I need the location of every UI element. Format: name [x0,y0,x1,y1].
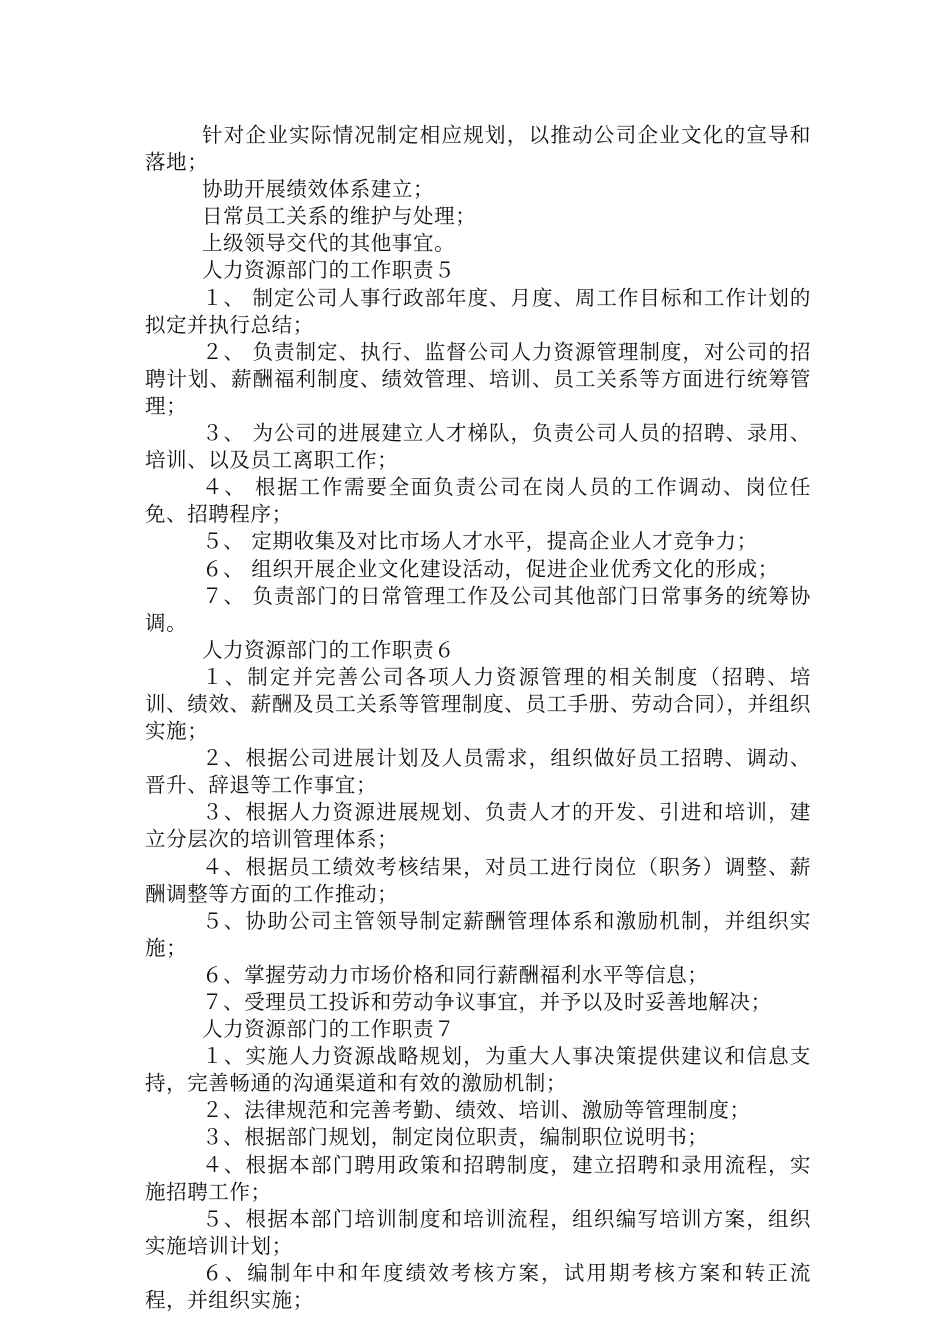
paragraph: ３、 为公司的进展建立人才梯队，负责公司人员的招聘、录用、培训、以及员工离职工作； [145,421,811,473]
paragraph: 上级领导交代的其他事宜。 [202,231,456,256]
paragraph: ２、根据公司进展计划及人员需求，组织做好员工招聘、调动、晋升、辞退等工作事宜； [145,746,811,798]
paragraph: ５、根据本部门培训制度和培训流程，组织编写培训方案，组织实施培训计划； [145,1206,811,1258]
paragraph: ６、掌握劳动力市场价格和同行薪酬福利水平等信息； [202,962,709,987]
paragraph: ６、编制年中和年度绩效考核方案，试用期考核方案和转正流程，并组织实施； [145,1260,811,1313]
paragraph: ４、根据本部门聘用政策和招聘制度，建立招聘和录用流程，实施招聘工作； [145,1152,811,1204]
document-body [145,122,811,1314]
paragraph: ６、 组织开展企业文化建设活动，促进企业优秀文化的形成； [202,556,779,581]
paragraph: １、制定并完善公司各项人力资源管理的相关制度（招聘、培训、绩效、薪酬及员工关系等管理制度、员工手册、劳动合同），并组织实施； [145,664,811,744]
paragraph: ７、受理员工投诉和劳动争议事宜，并予以及时妥善地解决； [202,990,772,1014]
paragraph: ４、 根据工作需要全面负责公司在岗人员的工作调动、岗位任免、招聘程序； [145,475,811,527]
paragraph: １、 制定公司人事行政部年度、月度、周工作目标和工作计划的拟定并执行总结； [145,285,811,337]
paragraph: ５、协助公司主管领导制定薪酬管理体系和激励机制，并组织实施； [145,908,811,960]
paragraph: 针对企业实际情况制定相应规划，以推动公司企业文化的宣导和落地； [145,123,811,175]
paragraph: 日常员工关系的维护与处理； [202,204,477,229]
section-heading: 人力资源部门的工作职责７ [202,1017,456,1042]
paragraph: １、实施人力资源战略规划，为重大人事决策提供建议和信息支持，完善畅通的沟通渠道和有效的激励机制； [145,1044,811,1096]
section-heading: 人力资源部门的工作职责５ [202,258,456,283]
paragraph: ４、根据员工绩效考核结果，对员工进行岗位（职务）调整、薪酬调整等方面的工作推动； [145,854,811,906]
paragraph: 协助开展绩效体系建立； [202,177,435,202]
paragraph: ２、法律规范和完善考勤、绩效、培训、激励等管理制度； [202,1098,751,1123]
paragraph: ３、根据人力资源进展规划、负责人才的开发、引进和培训，建立分层次的培训管理体系； [145,800,811,852]
paragraph: ７、 负责部门的日常管理工作及公司其他部门日常事务的统筹协调。 [145,583,811,635]
paragraph: ２、 负责制定、执行、监督公司人力资源管理制度，对公司的招聘计划、薪酬福利制度、绩效管理、培训、员工关系等方面进行统筹管理； [145,339,811,418]
section-heading: 人力资源部门的工作职责６ [202,637,456,662]
paragraph: ５、 定期收集及对比市场人才水平，提高企业人才竞争力； [202,529,758,554]
paragraph: ３、根据部门规划，制定岗位职责，编制职位说明书； [202,1125,709,1150]
